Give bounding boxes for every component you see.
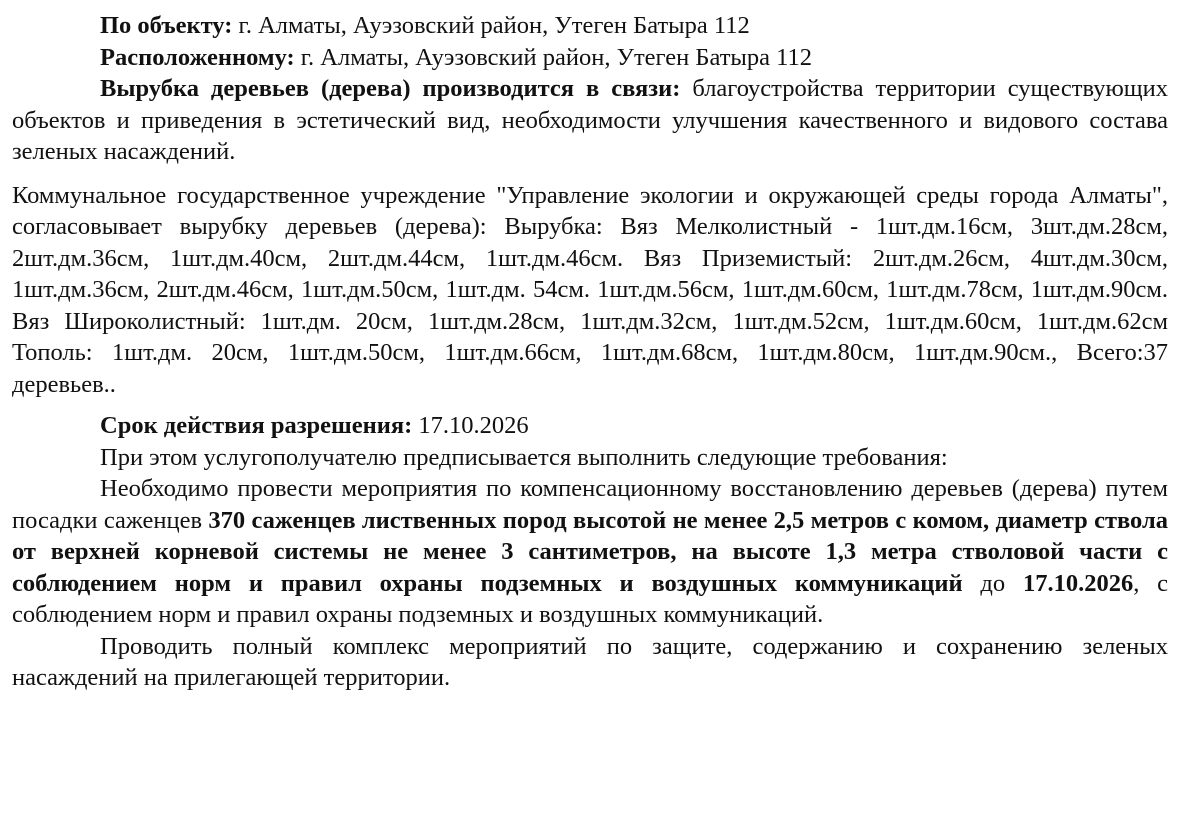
- object-value: г. Алматы, Ауэзовский район, Утеген Батыра 112: [232, 12, 750, 39]
- permit-document: [12, 10, 1168, 694]
- compensation-text-1: Необходимо провести мероприятия по компенсационному восстановлению деревьев (дерева) путем посадки саженцев: [12, 475, 1168, 534]
- validity-date: 17.10.2026: [412, 412, 529, 439]
- located-value: г. Алматы, Ауэзовский район, Утеген Батыра 112: [294, 43, 812, 71]
- compensation-deadline: 17.10.2026: [1022, 569, 1134, 597]
- reason-paragraph: [12, 73, 1168, 168]
- reason-label: Вырубка деревьев (дерева) производится в связи:: [100, 75, 681, 102]
- protection-paragraph: Проводить полный комплекс мероприятий по защите, содержанию и сохранению зеленых насаждений на прилегающей территории.: [12, 632, 1168, 691]
- object-line: [12, 10, 1168, 42]
- located-line: [12, 42, 1168, 74]
- compensation-bold-requirements: 370 саженцев лиственных пород высотой не менее 2,5 метров с комом, диаметр ствола от верхней корневой системы не менее 3 сантиметров, на высоте 1,3 метра стволовой части с соблюдением норм и правил охраны подземных и воздушных коммуникаций: [12, 506, 1168, 597]
- compensation-text-3: , с соблюдением норм и правил охраны подземных и воздушных коммуникаций.: [12, 569, 1168, 628]
- compensation-paragraph: [12, 473, 1168, 631]
- compensation-text-2: до: [962, 569, 1023, 597]
- located-label: Расположенному:: [100, 43, 295, 71]
- validity-line: [12, 410, 1168, 442]
- object-label: По объекту:: [100, 12, 233, 39]
- requirements-intro: При этом услугополучателю предписывается выполнить следующие требования:: [100, 443, 948, 471]
- validity-label: Срок действия разрешения:: [100, 412, 413, 439]
- approval-paragraph: Коммунальное государственное учреждение "Управление экологии и окружающей среды города Алматы", согласовывает вырубку деревьев (дерева): Вырубка: Вяз Мелколистный - 1шт.дм.16см, 3шт.дм.28см, 2шт.дм.36см, 1шт.дм.40см, 2шт.дм.44см, 1шт.дм.46см. Вяз Приземистый: 2шт.дм.26см, 4шт.дм.30см, 1шт.дм.36см, 2шт.дм.46см, 1шт.дм.50см, 1шт.дм. 54см. 1шт.дм.56см, 1шт.дм.60см, 1шт.дм.78см, 1шт.дм.90см. Вяз Широколистный: 1шт.дм. 20см, 1шт.дм.28см, 1шт.дм.32см, 1шт.дм.52см, 1шт.дм.60см, 1шт.дм.62см Тополь: 1шт.дм. 20см, 1шт.дм.50см, 1шт.дм.66см, 1шт.дм.68см, 1шт.дм.80см, 1шт.дм.90см., Всего:37 деревьев..: [12, 181, 1168, 398]
- reason-value: благоустройства территории существующих объектов и приведения в эстетический вид, необходимости улучшения качественного и видового состава зеленых насаждений.: [12, 75, 1168, 165]
